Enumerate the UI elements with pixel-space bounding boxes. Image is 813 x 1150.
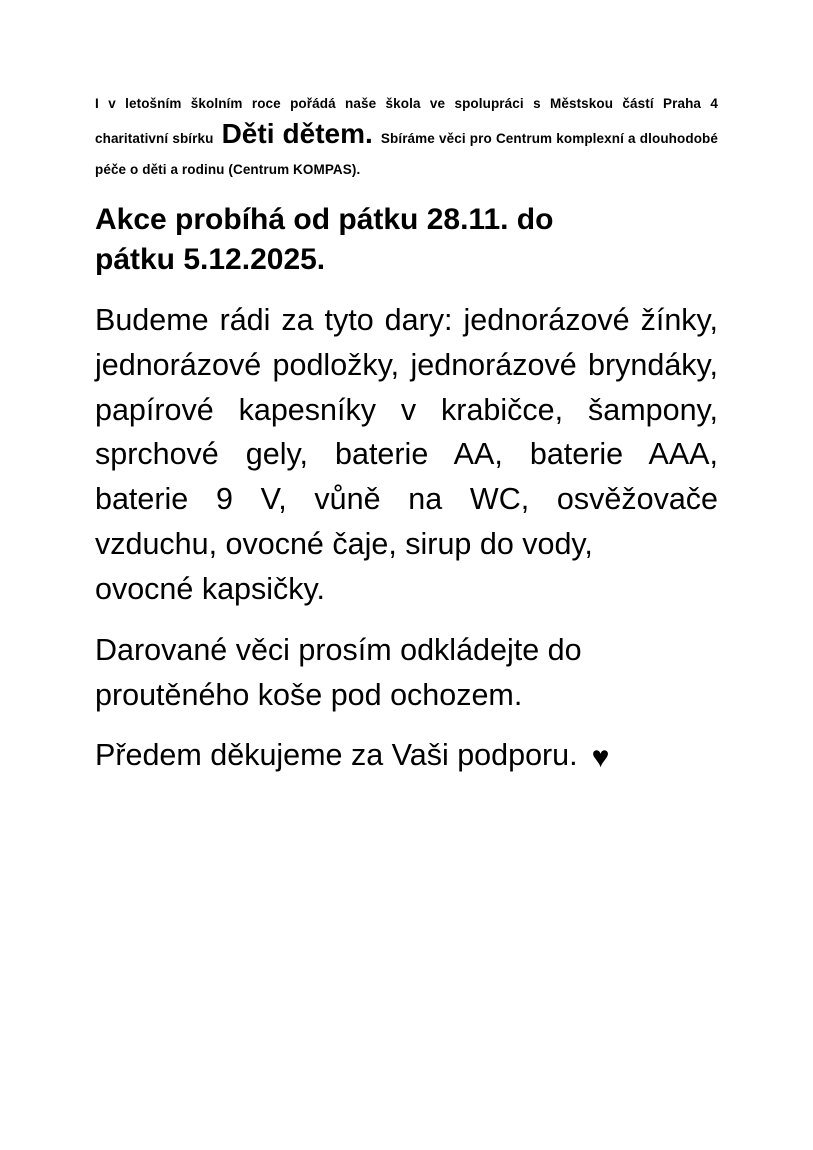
intro-paragraph <box>95 88 718 186</box>
intro-text-before-title: I v letošním školním roce pořádá naše škola ve spolupráci s Městskou částí Praha 4 charitativní sbírku <box>95 96 718 146</box>
donation-list-text: Budeme rádi za tyto dary: jednorázové žínky, jednorázové podložky, jednorázové bryndáky, papírové kapesníky v krabičce, šampony, sprchové gely, baterie AA, baterie AAA, baterie 9 V, vůně na WC, osvěžovače vzduchu, ovocné čaje, sirup do vody, <box>95 302 718 562</box>
intro-text-after-title: Sbíráme věci pro Centrum komplexní a dlouhodobé péče o děti a rodinu (Centrum KOMPAS). <box>95 130 718 178</box>
event-dates-line-1: Akce probíhá od pátku 28.11. do <box>95 203 554 237</box>
drop-off-text: Darované věci prosím odkládejte do <box>95 632 582 667</box>
event-dates-line-2: pátku 5.12.2025. <box>95 243 326 277</box>
donation-list-paragraph <box>95 298 718 612</box>
document-body <box>95 88 718 778</box>
donation-list-last-line: ovocné kapsičky. <box>95 571 325 606</box>
drop-off-last-line: proutěného koše pod ochozem. <box>95 677 523 712</box>
drop-off-paragraph <box>95 628 718 718</box>
thanks-paragraph <box>95 733 718 778</box>
heart-icon: ♥ <box>591 741 610 775</box>
thanks-text: Předem děkujeme za Vaši podporu. <box>95 738 578 773</box>
event-dates-heading <box>95 200 718 280</box>
campaign-title: Děti dětem. <box>221 117 373 149</box>
